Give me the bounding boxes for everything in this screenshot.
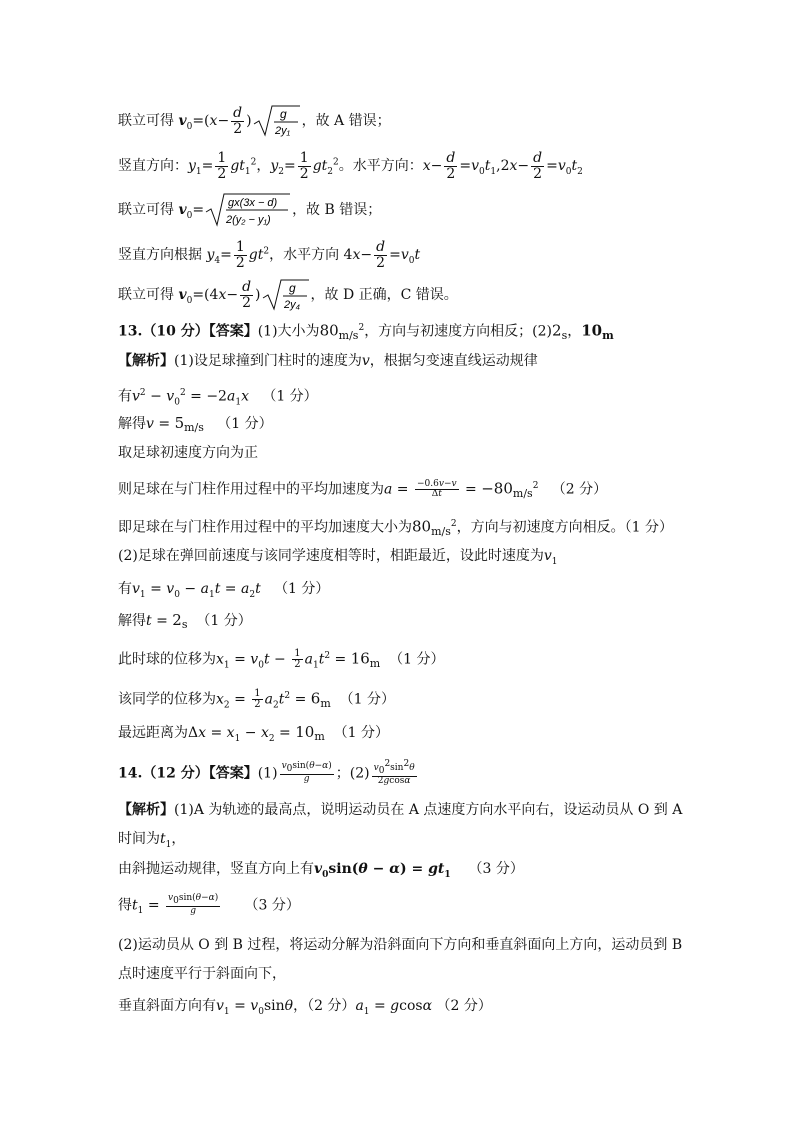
q13-line-6: 则足球在与门柱作用过程中的平均加速度为a = $\frac{-0.6v-v}{\Delta t}$ = $-80_{m/s}^2$ （2 分）: [118, 478, 608, 500]
q14-line-8: 垂直斜面方向有$v_1 = v_0\sin\theta$，（2 分）$a_1 = gcos\alpha$ （2 分）: [118, 998, 492, 1017]
q14-line-6: (2)运动员从 O 到 B 过程，将运动分解为沿斜面向下方向和垂直斜面向上方向，运动员到 B: [118, 937, 683, 953]
q13-line-5: 取足球初速度方向为正: [118, 445, 258, 461]
q13-line-13: 最远距离为$\Delta x = x_1 - x_2 = 10_m$ （1 分）: [118, 723, 390, 744]
line-2: 竖直方向：$y_1=$ $\frac{1}{2}$ $gt_1^2$，$y_2=$ $\frac{1}{2}$ $gt_2^2$。水平方向：x− $\frac{d}{2}$ $=v_0t_1,2x-$ $\frac{d}{2}$ $=v_0t_2$: [118, 150, 583, 182]
q13-line-10: 解得$t = 2_s$ （1 分）: [118, 611, 252, 631]
q13-line-4: 解得$v = 5_{m/s}$ （1 分）: [118, 414, 273, 434]
q13-line-2: 【解析】(1)设足球撞到门柱时的速度为v，根据匀变速直线运动规律: [118, 353, 538, 369]
line-5: 联立可得 $v_0=(4x-$ $\frac{d}{2}$ ) g 2y₄ ，故 D 正确，C 错误。: [118, 278, 458, 311]
svg-text:2y₄: 2y₄: [283, 299, 300, 311]
line-3: 联立可得 $v_0=$ gx(3x − d) 2(y₂ − y₁) ，故 B 错误；: [118, 192, 381, 228]
q14-answer: 14.（12 分）【答案】(1) $\frac{v_0\sin(\theta-\alpha)}{g}$ ；(2) $\frac{v_0^2\sin^2\theta}{2gcos\alpha}$: [118, 759, 415, 787]
svg-text:g: g: [279, 107, 287, 121]
sqrt-symbol: [252, 104, 302, 138]
q13-line-12: 该同学的位移为$x_2$ = $\frac{1}{2}$ $a_2t^2 = 6_m$ （1 分）: [118, 687, 396, 711]
svg-text:gx(3x − d): gx(3x − d): [228, 197, 278, 209]
q14-line-4: 由斜抛运动规律，竖直方向上有$v_0\sin(\theta - \alpha) = gt_1$ （3 分）: [118, 861, 524, 880]
q13-line-11: 此时球的位移为$x_1 = v_0t$ − $\frac{1}{2}$ $a_1t^2 = 16_m$ （1 分）: [118, 647, 445, 671]
q14-line-2: 【解析】(1)A 为轨迹的最高点，说明运动员在 A 点速度方向水平向右，设运动员从 O 到 A: [118, 802, 683, 818]
svg-text:2y₁: 2y₁: [274, 125, 290, 137]
q13-line-7: 即足球在与门柱作用过程中的平均加速度大小为$80_{m/s}^2$，方向与初速度方向相反。（1 分）: [118, 517, 673, 538]
q13-line-8: (2)足球在弹回前速度与该同学速度相等时，相距最近，设此时速度为$v_1$: [118, 548, 558, 567]
q14-line-3: 时间为$t_1$，: [118, 831, 186, 850]
q13-line-3: 有$v^2 - v_0^2 = -2a_1x$ （1 分）: [118, 388, 318, 408]
line-4: 竖直方向根据 $y_4=$ $\frac{1}{2}$ $gt^2$，水平方向 4x− $\frac{d}{2}$ $=v_0t$: [118, 239, 421, 271]
sqrt-symbol: [204, 192, 292, 228]
sqrt-symbol: [261, 278, 311, 312]
q14-line-7: 点时速度平行于斜面向下，: [118, 966, 286, 982]
q13-answer: 13.（10 分）【答案】(1)大小为$80_{m/s}^2$，方向与初速度方向相反；$(2)2_s$，$10_m$: [118, 321, 614, 342]
svg-text:g: g: [288, 281, 296, 295]
svg-text:2(y₂ − y₁): 2(y₂ − y₁): [226, 214, 271, 226]
q13-line-9: 有$v_1 = v_0 - a_1t = a_2t$ （1 分）: [118, 581, 330, 600]
q14-line-5: 得$t_1$ = $\frac{v_0\sin(\theta-\alpha)}{g}$ （3 分）: [118, 893, 300, 917]
line-1: 联立可得 $v_0=(x-$ $\frac{d}{2}$ ) g 2y₁ ，故 A 错误；: [118, 104, 391, 137]
